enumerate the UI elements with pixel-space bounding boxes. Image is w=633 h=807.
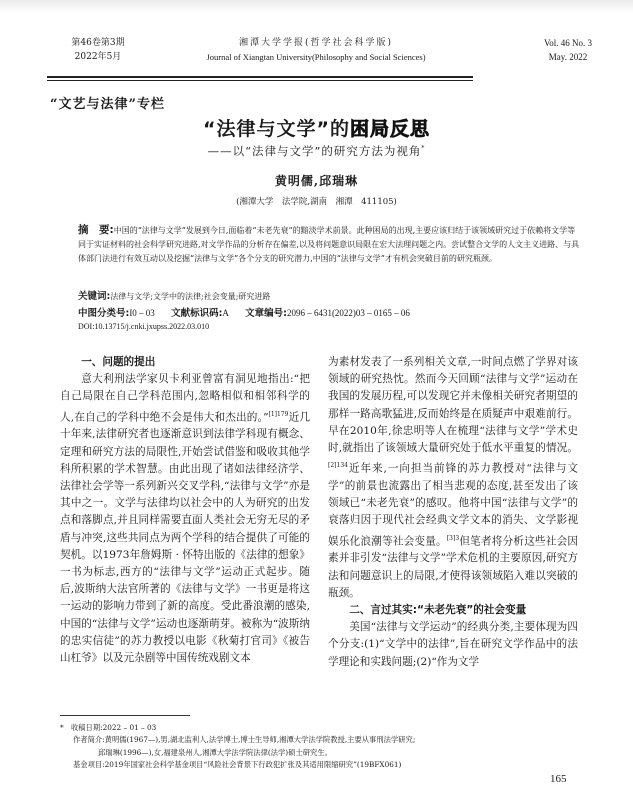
abstract (78, 223, 583, 266)
title-part-1: “法律与文学”的 (203, 118, 350, 140)
footnote-author-2 (60, 747, 560, 759)
author-intro-label: 作者简介: (73, 735, 105, 745)
paragraph-text: 意大利刑法学家贝卡利亚曾富有洞见地指出:“把自己局限在自己学科范围内,忽略相似和相邻科学的人,在自己的学科中绝不会是伟大和杰出的。” (60, 373, 310, 424)
header-rule-thick (47, 76, 473, 78)
footnote-received: * 收稿日期:2022 – 01 – 03 (60, 723, 157, 732)
citation[interactable]: [2]134 (328, 462, 348, 470)
affiliation: (湘潭大学 法学院,湖南 湘潭 411105) (236, 197, 397, 207)
page-number: 165 (550, 773, 567, 785)
page-top-shadow (0, 0, 633, 12)
paragraph-text: 近年来,一向担当前锋的苏力教授对“法律与文学”的前景也流露出了相当悲观的态度,甚至发出了该领域已“未老先衰”的感叹。他将中国“法律与文学”的衰落归因于现代社会经典文学文本的消失、文学影视娱乐化浪潮等社会变量。 (328, 462, 578, 548)
header-rule-thin (47, 80, 473, 81)
clc-label: 中图分类号: (78, 308, 130, 319)
citation[interactable]: [3]3 (446, 534, 460, 542)
journal-title-cn: 湘潭大学学报(哲学社会科学版) (238, 38, 394, 48)
column-tag: “文艺与法律”专栏 (50, 97, 165, 112)
subtitle-footnote-mark[interactable]: * (421, 145, 426, 153)
footnote-author-1 (60, 734, 560, 746)
date-en: May. 2022 (548, 52, 588, 62)
section-heading-1: 一、问题的提出 (81, 356, 156, 368)
section-heading-2: 二、言过其实:“未老先衰”的社会变量 (349, 603, 527, 616)
volume-issue-en: Vol. 46 No. 3 (543, 38, 593, 48)
paragraph (60, 371, 310, 667)
clc-value: I0 – 03 (129, 308, 155, 318)
paragraph-text: 为素材发表了一系列相关文章,一时间点燃了学界对该领域的研究热忱。然而今天回顾“法律与文学”运动在我国的发展历程,可以发现它并未像相关研究者期望的那样一路高歌猛进,反而始终是在质疑声中艰难前行。早在2010年,徐忠明等人在梳理“法律与文学”学术史时,就指出了该领域大量研究处于低水平重复的情况。 (328, 356, 578, 455)
header-left (48, 36, 148, 64)
classification-line (78, 306, 583, 321)
doc-code-label: 文献标识码: (171, 308, 223, 319)
keywords (78, 290, 583, 304)
paragraph (328, 354, 578, 602)
paragraph-text: 近几十年来,法律研究者也逐渐意识到法律学科现有概念、定理和研究方法的局限性,开始尝试借鉴和吸收其他学科所积累的学术智慧。由此出现了诸如法律经济学、法律社会学等一系列新兴交叉学科,“法律与文学”亦是其中之一。文学与法律均以社会中的人为研究的出发点和落脚点,并且同样需要直面人类社会无穷无尽的矛盾与冲突,这些共同点为两个学科的结合提供了可能的契机。以1973年詹姆斯 · 怀特出版的《法律的想象》一书为标志,西方的“法律与文学”运动正式起步。随后,波斯纳大法官所著的《法律与文学》一书更是将这一运动的影响力带到了新的高度。受此番浪潮的感染,中国的“法律与文学”运动也逐渐萌芽。被称为“波斯纳的忠实信徒”的苏力教授以电影《秋菊打官司》《被告山杠爷》以及元杂剧等中国传统戏剧文本 (60, 411, 310, 664)
body-column-left (60, 354, 310, 667)
footnote-rule (60, 715, 190, 716)
header-center (156, 36, 476, 64)
abstract-text: 中国的“法律与文学”发展到今日,面临着“未老先衰”的黯淡学术前景。此种困局的出现,主要应该归结于该领域研究过于依赖将文学等同于实证材料的社会科学研究进路,对文学作品的分析存在偏差,以及将问题意识局限在宏大法理问题之内。尝试整合文学的人文主义进路、与具体部门法进行有效互动以及挖掘“法律与文学”各个分支的研究潜力,中国的“法律与文学”才有机会突破目前的研究瓶颈。 (78, 226, 580, 263)
keywords-label: 关键词: (78, 291, 111, 302)
article-subtitle (0, 143, 633, 159)
doi[interactable]: DOI:10.13715/j.cnki.jxupss.2022.03.010 (78, 322, 210, 331)
article-no-label: 文章编号: (245, 308, 287, 319)
header-right (528, 36, 608, 64)
keywords-text: 法律与文学;文学中的法律;社会变量;研究进路 (110, 292, 271, 301)
body-column-right (328, 354, 578, 671)
citation[interactable]: [1]179 (268, 410, 289, 418)
date-cn: 2022年5月 (74, 52, 122, 62)
abstract-label: 摘 要: (78, 224, 114, 236)
journal-title-en: Journal of Xiangtan University(Philosophy and Social Sciences) (206, 52, 426, 62)
article-no-value: 2096 – 6431(2022)03 – 0165 – 06 (286, 308, 410, 318)
article-title (0, 114, 633, 141)
paragraph-text: 但笔者将分析这些社会因素并非引发“法律与文学”学术危机的主要原因,研究方法和问题意识上的局限,才使得该领域陷入难以突破的瓶颈。 (328, 535, 579, 599)
author-intro-1: 黄明儒(1967—),男,湖北监利人,法学博士,博士生导师,湘潭大学法学院教授,主要从事刑法学研究; (104, 735, 416, 745)
author-intro-2: 邱瑞琳(1996—),女,福建泉州人,湘潭大学法学院法律(法学)硕士研究生。 (98, 747, 332, 757)
title-part-2: 困局反思 (349, 118, 430, 140)
footnotes (60, 722, 560, 771)
doc-code-value: A (222, 308, 229, 318)
subtitle-text: ——以“法律与文学”的研究方法为视角 (207, 144, 422, 158)
volume-issue-cn: 第46卷第3期 (71, 38, 125, 48)
authors: 黄明儒,邱瑞琳 (274, 174, 359, 188)
running-header (48, 36, 593, 70)
footnote-fund: 基金项目:2019年国家社会科学基金项目“风险社会背景下行政犯扩张及其适用限缩研究”(19BFX061) (73, 759, 402, 769)
paragraph: 美国“法律与文学运动”的经典分类,主要体现为四个分支:(1)“文学中的法律”,旨在研究文学作品中的法学理论和实践问题;(2)“作为文学 (328, 621, 578, 668)
